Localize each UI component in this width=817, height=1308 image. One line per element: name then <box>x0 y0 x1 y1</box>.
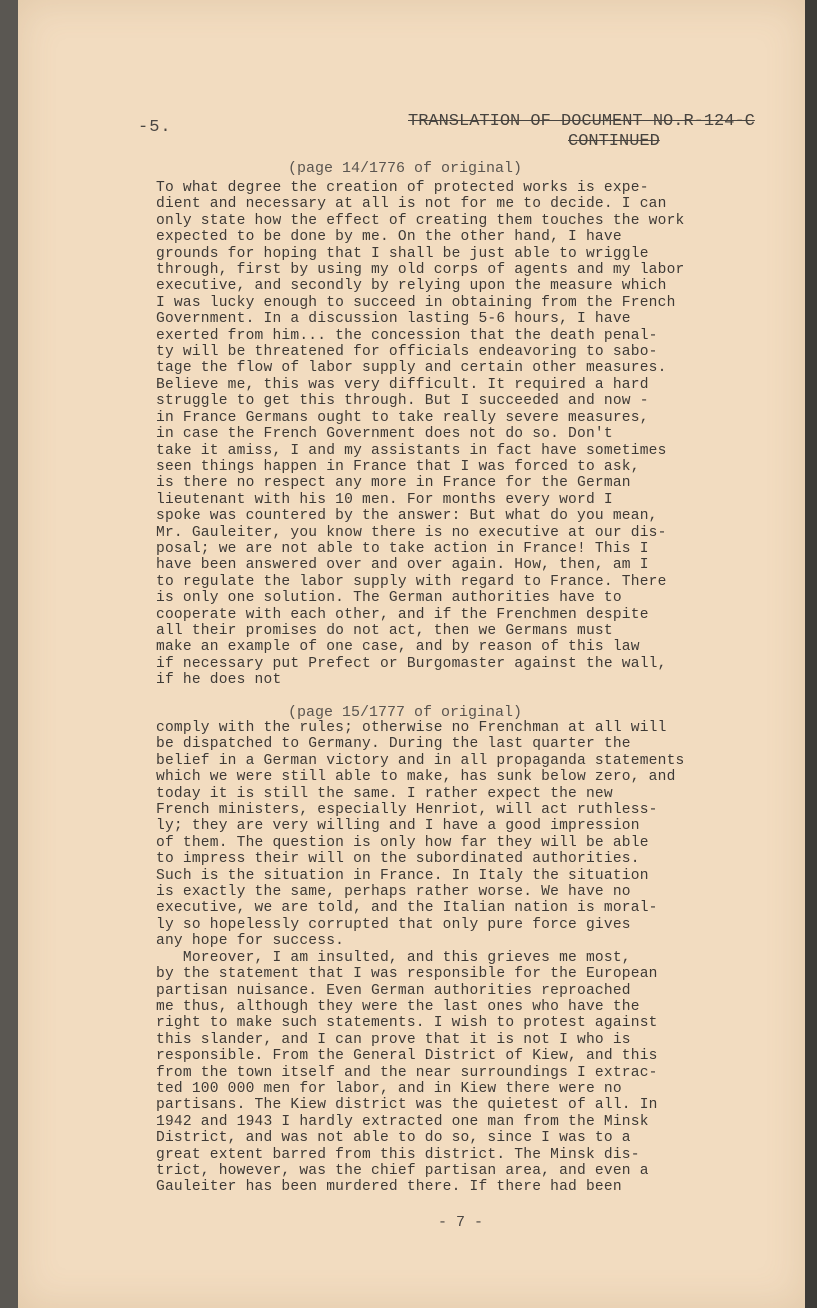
text-block-2: comply with the rules; otherwise no Frenchman at all will be dispatched to Germany. During the last quarter the belief in a German victory and in all propaganda statements which we were still able to make, has sunk below zero, and today it is still the same. I rather expect the new French ministers, especially Henriot, will act ruthless- ly; they are very willing and I have a good impression of them. The question is only how far they will be able to impress their will on the subordinated authorities. Such is the situation in France. In Italy the situation is exactly the same, perhaps rather worse. We have no executive, we are told, and the Italian nation is moral- ly so hopelessly corrupted that only pure force gives any hope for success. Moreover, I am insulted, and this grieves me most, by the statement that I was responsible for the European partisan nuisance. Even German authorities reproached me thus, although they were the last ones who have the right to make such statements. I wish to protest against this slander, and I can prove that it is not I who is responsible. From the General District of Kiew, and this from the town itself and the near surroundings I extrac- ted 100 000 men for labor, and in Kiew there were no partisans. The Kiew district was the quietest of all. In 1942 and 1943 I hardly extracted one man from the Minsk District, and was not able to do so, since I was to a great extent barred from this district. The Minsk dis- trict, however, was the chief partisan area, and even a Gauleiter has been murdered there. If there had been <box>156 720 685 1196</box>
document-title <box>408 112 778 152</box>
header-left-mark: -5. <box>138 118 172 137</box>
original-page-marker-1: (page 14/1776 of original) <box>288 160 523 177</box>
original-page-marker-2: (page 15/1777 of original) <box>288 704 523 721</box>
title-line-2: CONTINUED <box>568 132 660 151</box>
document-page <box>18 0 805 1308</box>
title-line-1: TRANSLATION OF DOCUMENT NO.R-124-C <box>408 112 755 131</box>
text-block-1: To what degree the creation of protected works is expe- dient and necessary at all is not for me to decide. I can only state how the effect of creating them touches the work expected to be done by me. On the other hand, I have grounds for hoping that I shall be just able to wriggle through, first by using my old corps of agents and my labor executive, and secondly by relying upon the measure which I was lucky enough to succeed in obtaining from the French Government. In a discussion lasting 5-6 hours, I have exerted from him... the concession that the death penal- ty will be threatened for officials endeavoring to sabo- tage the flow of labor supply and certain other measures. Believe me, this was very difficult. It required a hard struggle to get this through. But I succeeded and now - in France Germans ought to take really severe measures, in case the French Government does not do so. Don't take it amiss, I and my assistants in fact have sometimes seen things happen in France that I was forced to ask, is there no respect any more in France for the German lieutenant with his 10 men. For months every word I spoke was countered by the answer: But what do you mean, Mr. Gauleiter, you know there is no executive at our dis- posal; we are not able to take action in France! This I have been answered over and over again. How, then, am I to regulate the labor supply with regard to France. There is only one solution. The German authorities have to cooperate with each other, and if the Frenchmen despite all their promises do not act, then we Germans must make an example of one case, and by reason of this law if necessary put Prefect or Burgomaster against the wall, if he does not <box>156 180 685 689</box>
page-number: - 7 - <box>438 1214 484 1231</box>
scan-edge <box>805 0 817 1308</box>
